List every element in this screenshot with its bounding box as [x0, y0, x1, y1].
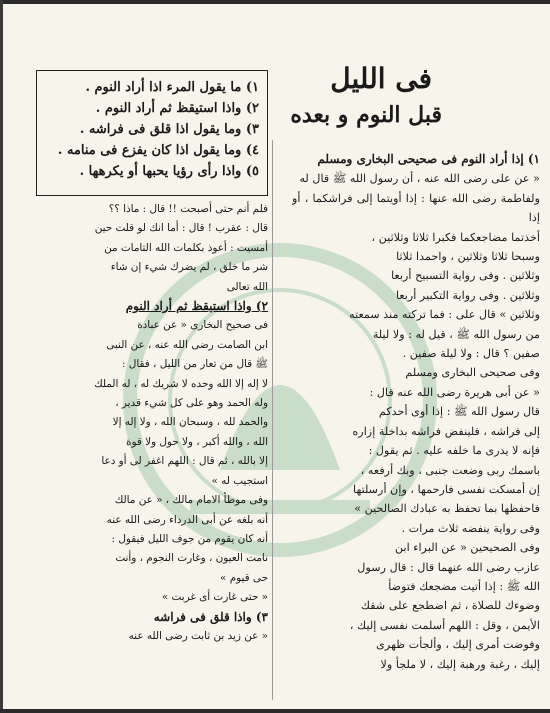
text-line: وثلاثين » قال على : فما تركته منذ سمعته — [349, 308, 540, 322]
text-line: ابن الصامت رضى الله عنه ، عن النبى — [106, 338, 268, 351]
text-line: وفى رواية ينفضه ثلاث مرات . — [401, 521, 540, 535]
text-line: وفى صحيحى البخارى ومسلم — [405, 366, 540, 380]
text-line: وله الحمد وهو على كل شيء قدير ، — [115, 397, 268, 410]
scan-edge-left — [0, 0, 3, 713]
page-subtitle: قبل النوم و بعده — [290, 102, 442, 128]
left-text-column — [6, 200, 268, 705]
page-title: فى الليل — [330, 62, 432, 95]
text-line: الله ، والله أكبر ، ولا حول ولا قوة — [126, 435, 268, 448]
text-line: « حتى غارت أى غربت » — [161, 591, 268, 604]
text-line: أمسيت : أعوذ بكلمات الله التامات من — [104, 241, 268, 254]
text-line: إلا بالله ، ثم قال : اللهم اغفر لى أو دعا — [101, 455, 268, 468]
text-line: وفى موطأ الامام مالك ، « عن مالك — [114, 494, 268, 507]
text-line: وثلاثين . وفى رواية التسبيح أربعا — [391, 269, 540, 283]
text-line: صفين ؟ قال : ولا ليلة صفين . — [402, 347, 540, 361]
text-line: إليك ، رغبة ورهبة إليك ، لا ملجأ ولا — [380, 657, 540, 671]
text-line: « عن أبى هريرة رضى الله عنه قال : — [369, 385, 540, 399]
text-line: شر ما خلق ، لم يضرك شيء إن شاء — [110, 261, 268, 274]
scan-edge-bottom — [0, 709, 550, 713]
text-line: فاحفظها بما تحفظ به عبادك الصالحين » — [354, 502, 540, 516]
text-line: وفى الصحيحين « عن البراء ابن — [395, 541, 540, 555]
text-line: قال : عقرب ! قال : أما انك لو قلت حين — [94, 222, 268, 235]
text-line: ولفاطمة رضى الله عنها : إذا أويتما إلى فراشكما ، أو إذا — [292, 191, 540, 225]
text-line: إلى فراشه ، فلينفض فراشه بداخلة إزاره — [352, 424, 540, 438]
contents-box — [36, 70, 268, 196]
text-line: حى قيوم » — [220, 571, 268, 584]
text-line: قال رسول الله ﷺ : إذا أوى أحدكم — [378, 405, 540, 419]
contents-item: ٤) وما يقول اذا كان يفزع فى منامه . — [57, 143, 259, 158]
text-line: من رسول الله ﷺ ، قيل له : ولا ليلة — [372, 327, 540, 341]
text-line: الله تعالى — [226, 280, 268, 293]
text-line: فإنه لا يدرى ما خلفه عليه . ثم يقول : — [368, 444, 540, 458]
text-line: وثلاثين . وفى رواية التكبير أربعا — [395, 288, 540, 302]
contents-item: ۳) وما يقول اذا قلق فى فراشه . — [79, 122, 259, 137]
right-text-column — [292, 150, 540, 705]
text-line: أخذتما مضاجعكما فكبرا ثلاثا وثلاثين ، — [371, 230, 540, 244]
text-line: فى صحيح البخارى « عن عبادة — [137, 319, 268, 332]
text-line: ۱) إذا أراد النوم فى صحيحى البخارى ومسلم — [317, 152, 540, 166]
contents-item: ۲) واذا استيقظ ثم أراد النوم . — [95, 101, 259, 116]
scan-edge-top — [0, 0, 550, 4]
text-line: إن أمسكت نفسى فارحمها ، وإن أرسلتها — [353, 482, 540, 496]
section-heading: ۳) واذا قلق فى فراشه — [153, 609, 268, 624]
text-line: نامت العيون ، وغارت النجوم ، وأنت — [115, 552, 268, 565]
text-line: أنه بلغه عن أبى الدرداء رضى الله عنه — [106, 513, 268, 526]
text-line: باسمك ربى وضعت جنبى ، وبك أرفعه ، — [360, 463, 540, 477]
text-line: فلم أنم حتى أصبحت !! قال : ماذا ؟؟ — [108, 203, 268, 215]
text-line: لا إله إلا الله وحده لا شريك له ، له الملك — [94, 377, 268, 390]
text-line: وفوضت أمرى إليك ، وألجأت ظهرى — [376, 638, 540, 652]
text-line: الله ﷺ : إذا أتيت مضجعك فتوضأ — [388, 579, 540, 593]
text-line: « عن على رضى الله عنه ، أن رسول الله ﷺ قال له — [299, 172, 540, 186]
text-line: أنه كان يقوم من جوف الليل فيقول : — [111, 532, 268, 545]
text-line: والحمد لله ، وسبحان الله ، ولا إله إلا — [112, 416, 268, 429]
contents-item: ۱) ما يقول المرء اذا أراد النوم . — [85, 80, 259, 95]
text-line: عازب رضى الله عنهما قال : قال رسول — [357, 560, 540, 574]
text-line: وضوءك للصلاة ، ثم اضطجع على شقك — [360, 599, 540, 613]
column-divider — [272, 140, 273, 700]
text-line: ﷺ قال من تعار من الليل ، فقال : — [122, 358, 268, 371]
contents-item: ٥) واذا رأى رؤيا يحبها أو يكرهها . — [79, 164, 259, 179]
text-line: وسبحا ثلاثا وثلاثين ، واحمدا ثلاثا — [396, 250, 540, 264]
section-heading: ۲) واذا استيقظ ثم أراد النوم — [125, 299, 268, 314]
text-line: الأيمن ، وقل : اللهم أسلمت نفسى إليك ، — [349, 618, 540, 632]
text-line: « عن زيد بن ثابت رضى الله عنه — [128, 629, 268, 642]
text-line: استجيب له » — [211, 474, 268, 487]
